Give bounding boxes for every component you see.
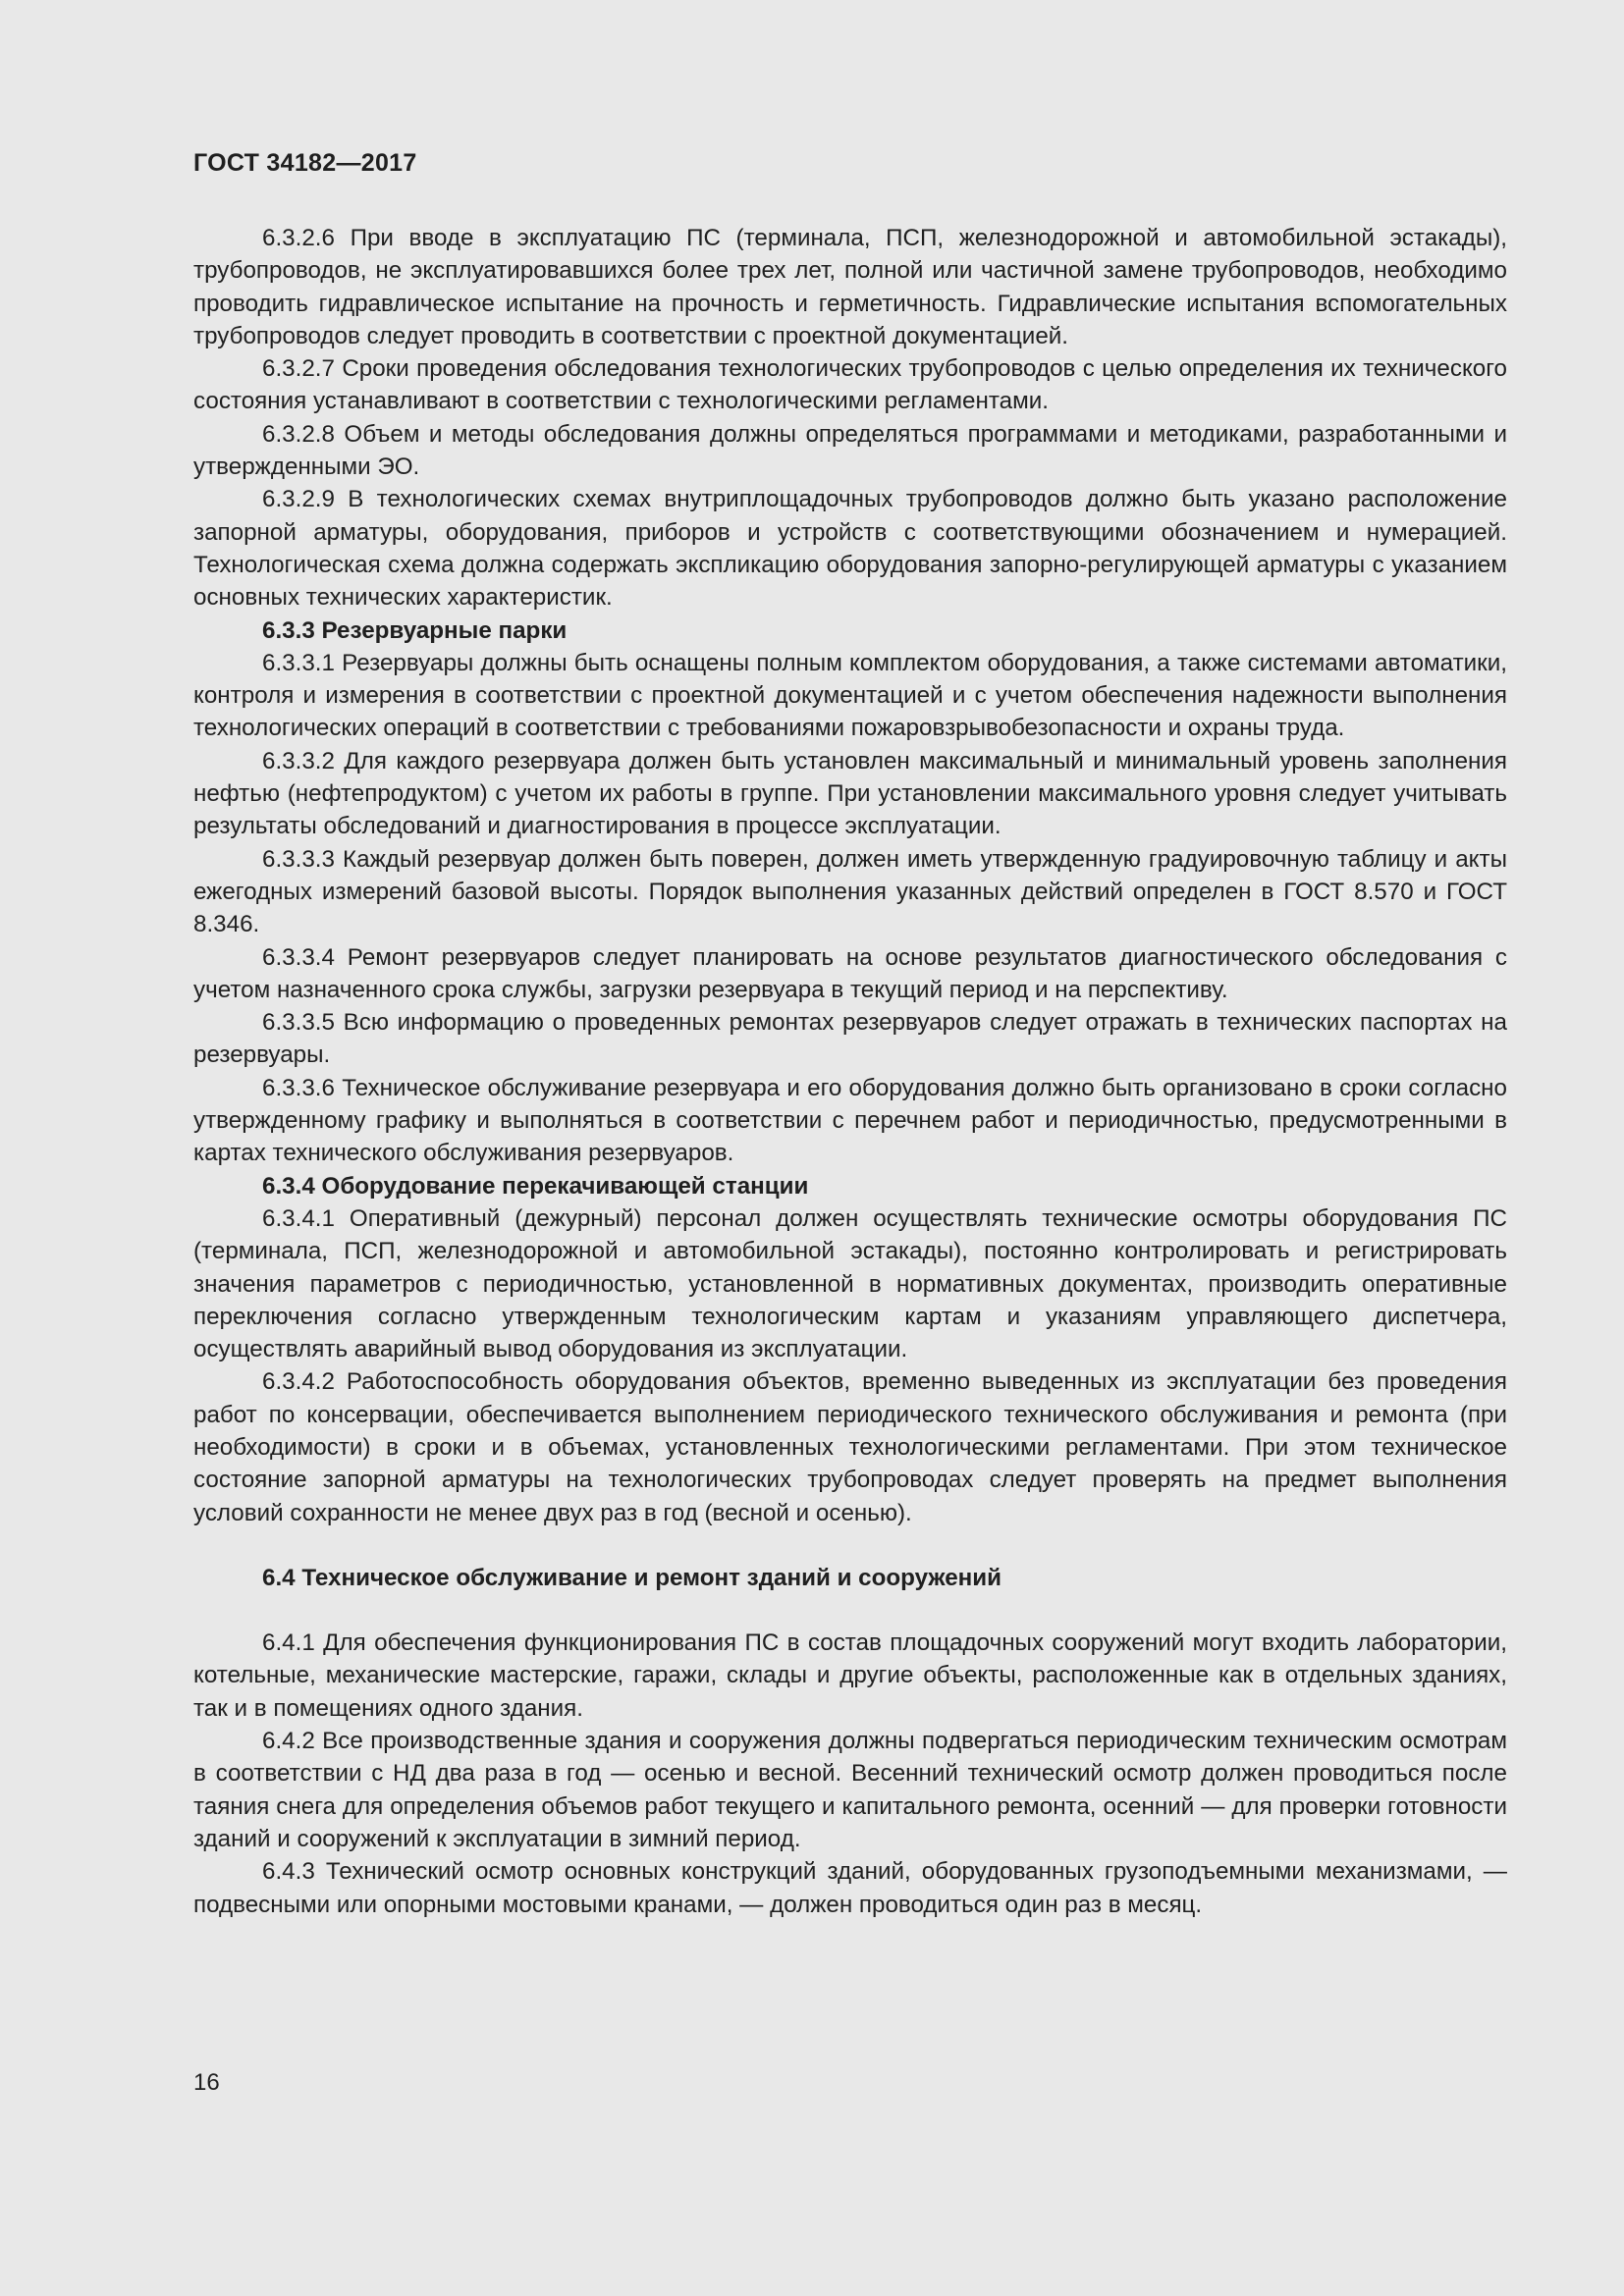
- paragraph-6-3-4-2: 6.3.4.2 Работоспособность оборудования объектов, временно выведенных из эксплуатации без проведения работ по консервации, обеспечивается выполнением периодического технического обслуживания и ремонта (при необходимости) в сроки и в объемах, установленных технологическими регламентами. При этом техническое состояние запорной арматуры на технологических трубопроводах следует проверять на предмет выполнения условий сохранности не менее двух раз в год (весной и осенью).: [193, 1368, 1507, 1526]
- paragraph-6-3-3-2: 6.3.3.2 Для каждого резервуара должен быть установлен максимальный и минимальный уровень заполнения нефтью (нефтепродуктом) с учетом их работы в группе. При установлении максимального уровня следует учитывать результаты обследований и диагностирования в процессе эксплуатации.: [193, 747, 1507, 840]
- paragraph-6-4-2: 6.4.2 Все производственные здания и сооружения должны подвергаться периодическим техническим осмотрам в соответствии с НД два раза в год — осенью и весной. Весенний технический осмотр должен проводиться после таяния снега для определения объемов работ текущего и капитального ремонта, осенний — для проверки готовности зданий и сооружений к эксплуатации в зимний период.: [193, 1728, 1507, 1852]
- paragraph-6-4-3: 6.4.3 Технический осмотр основных конструкций зданий, оборудованных грузоподъемными механизмами, — подвесными или опорными мостовыми кранами, — должен проводиться один раз в месяц.: [193, 1858, 1507, 1918]
- heading-6-4: 6.4 Техническое обслуживание и ремонт зданий и сооружений: [262, 1564, 1001, 1591]
- paragraph-6-3-3-1: 6.3.3.1 Резервуары должны быть оснащены полным комплектом оборудования, а также системами автоматики, контроля и измерения в соответствии с проектной документацией и с учетом обеспечения надежности выполнения технологических операций в соответствии с требованиями пожаровзрывобезопасности и охраны труда.: [193, 649, 1507, 742]
- paragraph-6-4-1: 6.4.1 Для обеспечения функционирования ПС в состав площадочных сооружений могут входить лаборатории, котельные, механические мастерские, гаражи, склады и другие объекты, расположенные как в отдельных зданиях, так и в помещениях одного здания.: [193, 1629, 1507, 1722]
- heading-6-3-3: 6.3.3 Резервуарные парки: [262, 616, 568, 644]
- heading-6-3-4: 6.3.4 Оборудование перекачивающей станции: [262, 1172, 809, 1200]
- paragraph-6-3-3-5: 6.3.3.5 Всю информацию о проведенных ремонтах резервуаров следует отражать в технических паспортах на резервуары.: [193, 1009, 1507, 1069]
- paragraph-6-3-3-6: 6.3.3.6 Техническое обслуживание резервуара и его оборудования должно быть организовано в сроки согласно утвержденному графику и выполняться в соответствии с перечнем работ и периодичностью, предусмотренными в картах технического обслуживания резервуаров.: [193, 1074, 1507, 1167]
- document-body: [193, 222, 1507, 1921]
- paragraph-6-3-2-6: 6.3.2.6 При вводе в эксплуатацию ПС (терминала, ПСП, железнодорожной и автомобильной эстакады), трубопроводов, не эксплуатировавшихся более трех лет, полной или частичной замене трубопроводов, необходимо проводить гидравлическое испытание на прочность и герметичность. Гидравлические испытания вспомогательных трубопроводов следует проводить в соответствии с проектной документацией.: [193, 225, 1507, 349]
- paragraph-6-3-3-4: 6.3.3.4 Ремонт резервуаров следует планировать на основе результатов диагностического обследования с учетом назначенного срока службы, загрузки резервуара в текущий период и на перспективу.: [193, 943, 1507, 1003]
- paragraph-6-3-2-7: 6.3.2.7 Сроки проведения обследования технологических трубопроводов с целью определения их технического состояния устанавливают в соответствии с технологическими регламентами.: [193, 355, 1507, 415]
- paragraph-6-3-2-8: 6.3.2.8 Объем и методы обследования должны определяться программами и методиками, разработанными и утвержденными ЭО.: [193, 420, 1507, 481]
- paragraph-6-3-2-9: 6.3.2.9 В технологических схемах внутриплощадочных трубопроводов должно быть указано расположение запорной арматуры, оборудования, приборов и устройств с соответствующими обозначением и нумерацией. Технологическая схема должна содержать экспликацию оборудования запорно-регулирующей арматуры с указанием основных технических характеристик.: [193, 486, 1507, 612]
- paragraph-6-3-3-3: 6.3.3.3 Каждый резервуар должен быть поверен, должен иметь утвержденную градуировочную таблицу и акты ежегодных измерений базовой высоты. Порядок выполнения указанных действий определен в ГОСТ 8.570 и ГОСТ 8.346.: [193, 845, 1507, 938]
- document-code-header: ГОСТ 34182—2017: [193, 149, 417, 177]
- paragraph-6-3-4-1: 6.3.4.1 Оперативный (дежурный) персонал должен осуществлять технические осмотры оборудования ПС (терминала, ПСП, железнодорожной и автомобильной эстакады), постоянно контролировать и регистрировать значения параметров с периодичностью, установленной в нормативных документах, производить оперативные переключения согласно утвержденным технологическим картам и указаниям управляющего диспетчера, осуществлять аварийный вывод оборудования из эксплуатации.: [193, 1204, 1507, 1363]
- page-number: 16: [193, 2069, 220, 2096]
